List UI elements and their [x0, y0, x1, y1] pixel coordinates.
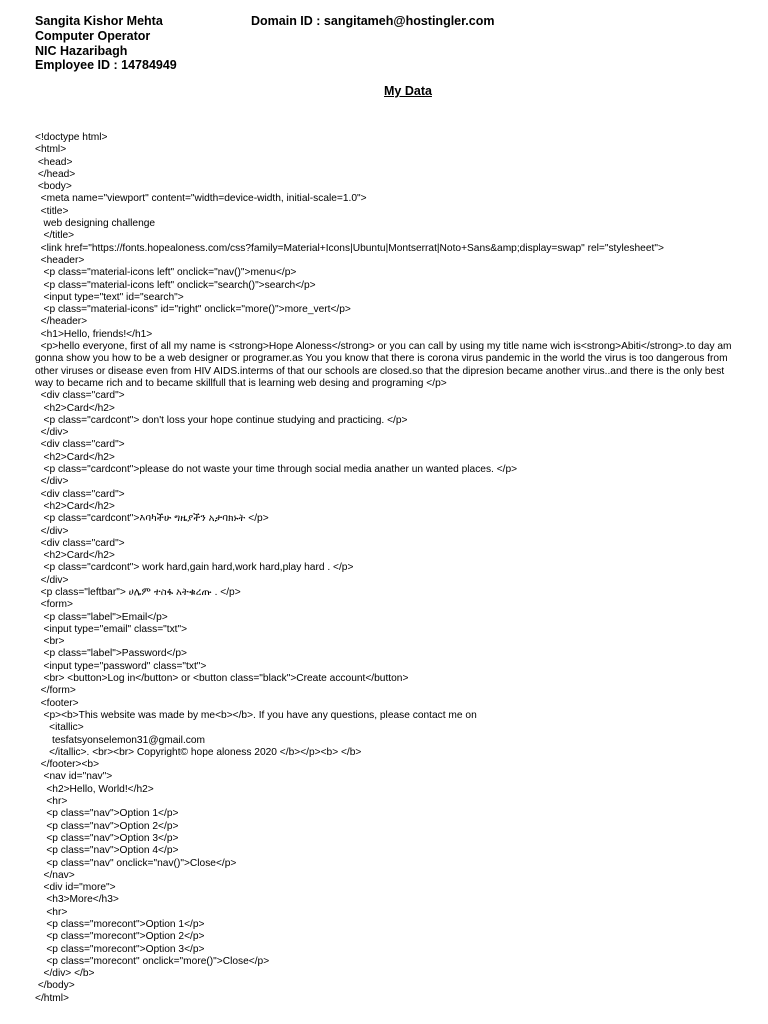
code-line: <title>	[35, 205, 69, 217]
code-line: <footer>	[35, 697, 79, 709]
code-line: <nav id="nav">	[35, 771, 113, 783]
code-line: </div>	[35, 574, 69, 586]
code-line: </div> </b>	[35, 968, 95, 980]
code-line: <p class="nav" onclick="nav()">Close</p>	[35, 857, 237, 869]
code-line: <br>	[35, 636, 65, 648]
code-line: <input type="password" class="txt">	[35, 660, 207, 672]
code-line: </body>	[35, 980, 75, 992]
code-line: <p><b>This website was made by me<b></b>. If you have any questions, please contact me on	[35, 709, 477, 721]
page-title: My Data	[384, 84, 432, 98]
code-line: <body>	[35, 181, 72, 193]
code-line: <p class="label">Password</p>	[35, 648, 187, 660]
code-line: <meta name="viewport" content="width=device-width, initial-scale=1.0">	[35, 193, 367, 205]
code-listing	[35, 132, 735, 1005]
code-line: <p class="nav">Option 4</p>	[35, 845, 179, 857]
code-line: <p class="cardcont">please do not waste your time through social media anather un wanted places. </p>	[35, 464, 518, 476]
code-line: </head>	[35, 168, 76, 180]
code-line: <div class="card">	[35, 390, 125, 402]
employee-name: Sangita Kishor Mehta	[35, 14, 163, 28]
code-line: <p class="morecont">Option 2</p>	[35, 931, 205, 943]
code-line: <p class="material-icons" id="right" onclick="more()">more_vert</p>	[35, 304, 351, 316]
code-line: <p>hello everyone, first of all my name is <strong>Hope Aloness</strong> or you can call by using my title name wich is<strong>Abiti</strong>.to day am gonna show you how to be a web designer or programer.as You you know that there is corona virus pandemic in the world the virus is too dangerous from other viruses or disease even from HIV AIDS.interms of that our schools are closed.so that the dipresion became another virus..and there is the only best way to became rich and to became skillfull that is learning web desing and programing </p>	[35, 341, 735, 389]
employee-id: Employee ID : 14784949	[35, 58, 177, 72]
code-line: </div>	[35, 427, 69, 439]
code-line: <header>	[35, 254, 85, 266]
code-line: <p class="morecont">Option 3</p>	[35, 943, 205, 955]
code-line: <div class="card">	[35, 488, 125, 500]
code-line: <html>	[35, 144, 67, 156]
code-line: <p class="nav">Option 2</p>	[35, 820, 179, 832]
code-line: <p class="morecont" onclick="more()">Close</p>	[35, 955, 270, 967]
code-line: <p class="leftbar"> ሀሌም ተስፋ አትቁረጡ . </p>	[35, 586, 241, 598]
code-line: <itallic>	[35, 722, 84, 734]
code-line: <p class="material-icons left" onclick="nav()">menu</p>	[35, 267, 297, 279]
code-line: </div>	[35, 476, 69, 488]
code-line: <br> <button>Log in</button> or <button class="black">Create account</button>	[35, 673, 409, 685]
code-line: <h2>Card</h2>	[35, 500, 115, 512]
code-line: tesfatsyonselemon31@gmail.com	[35, 734, 206, 746]
code-line: <input type="email" class="txt">	[35, 623, 188, 635]
code-line: <form>	[35, 599, 73, 611]
code-line: <p class="cardcont"> don't loss your hope continue studying and practicing. </p>	[35, 414, 408, 426]
code-line: <h2>Card</h2>	[35, 451, 115, 463]
code-line: <p class="label">Email</p>	[35, 611, 168, 623]
code-line: <h3>More</h3>	[35, 894, 119, 906]
code-line: <p class="nav">Option 3</p>	[35, 832, 179, 844]
code-line: <h2>Hello, World!</h2>	[35, 783, 154, 795]
code-line: <input type="text" id="search">	[35, 291, 184, 303]
code-line: </header>	[35, 316, 88, 328]
code-line: <link href="https://fonts.hopealoness.com/css?family=Material+Icons|Ubuntu|Montserrat|Noto+Sans&amp;display=swap" rel="stylesheet">	[35, 242, 664, 254]
code-line: <!doctype html>	[35, 132, 108, 143]
code-line: <div class="card">	[35, 439, 125, 451]
code-line: <p class="cardcont">እባካችሁ ግዜያችን አታባክኑት </p>	[35, 513, 269, 525]
code-line: <hr>	[35, 796, 68, 808]
code-line: </div>	[35, 525, 69, 537]
code-line: </title>	[35, 230, 75, 242]
code-line: <p class="nav">Option 1</p>	[35, 808, 179, 820]
code-line: <head>	[35, 156, 73, 168]
code-line: </html>	[35, 992, 69, 1004]
code-line: <hr>	[35, 906, 68, 918]
office-name: NIC Hazaribagh	[35, 44, 128, 58]
domain-id: Domain ID : sangitameh@hostingler.com	[251, 14, 495, 28]
code-line: <div id="more">	[35, 882, 116, 894]
code-line: web designing challenge	[35, 218, 156, 230]
code-line: <p class="morecont">Option 1</p>	[35, 919, 205, 930]
employee-role: Computer Operator	[35, 29, 151, 43]
code-line: </nav>	[35, 869, 75, 881]
code-line: <h2>Card</h2>	[35, 550, 115, 562]
code-line: <p class="material-icons left" onclick="search()">search</p>	[35, 279, 316, 291]
code-line: <h1>Hello, friends!</h1>	[35, 328, 153, 340]
code-line: <div class="card">	[35, 537, 125, 549]
code-line: </footer><b>	[35, 759, 100, 771]
code-line: </itallic>. <br><br> Copyright© hope aloness 2020 </b></p><b> </b>	[35, 746, 362, 758]
code-line: <p class="cardcont"> work hard,gain hard,work hard,play hard . </p>	[35, 562, 354, 574]
code-line: <h2>Card</h2>	[35, 402, 115, 414]
code-line: </form>	[35, 685, 76, 697]
